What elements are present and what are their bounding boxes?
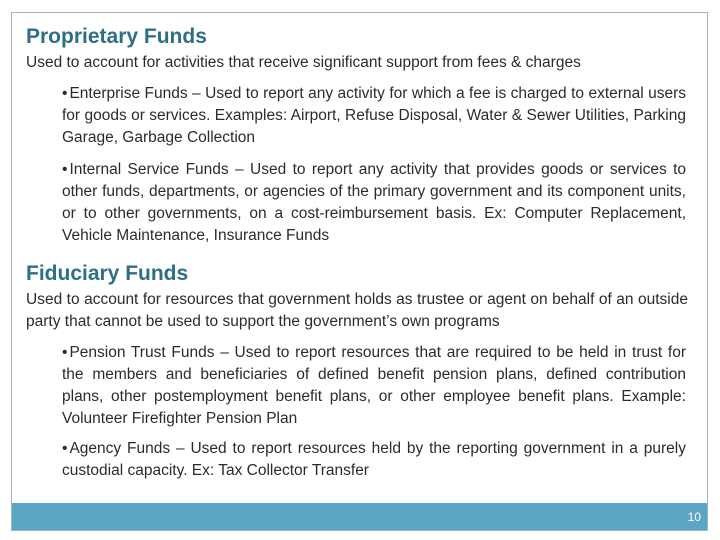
bullet-marker: • xyxy=(62,161,68,178)
footer-bar xyxy=(12,503,707,530)
fiduciary-funds-heading: Fiduciary Funds xyxy=(26,262,189,285)
proprietary-funds-heading: Proprietary Funds xyxy=(26,25,207,48)
internal-service-funds-bullet xyxy=(62,159,686,247)
pension-trust-funds-text: Pension Trust Funds – Used to report resources that are required to be held in trust for the members and beneficiaries of defined benefit pension plans, defined contribution plans, other postemployment benefit plans, or other employee benefit plans. Example: Volunteer Firefighter Pension Plan xyxy=(62,344,686,427)
agency-funds-bullet xyxy=(62,438,686,482)
internal-service-funds-text: Internal Service Funds – Used to report any activity that provides goods or services to other funds, departments, or agencies of the primary government and its component units, or to other governments, on a cost-reimbursement basis. Ex: Computer Replacement, Vehicle Maintenance, Insurance Funds xyxy=(62,161,686,244)
bullet-marker: • xyxy=(62,344,68,361)
agency-funds-text: Agency Funds – Used to report resources held by the reporting government in a purely custodial capacity. Ex: Tax Collector Transfer xyxy=(62,440,686,479)
enterprise-funds-bullet xyxy=(62,83,686,149)
fiduciary-funds-description: Used to account for resources that government holds as trustee or agent on behalf of an outside party that cannot be used to support the government’s own programs xyxy=(26,291,688,330)
bullet-marker: • xyxy=(62,85,68,102)
enterprise-funds-text: Enterprise Funds – Used to report any activity for which a fee is charged to external users for goods or services. Examples: Airport, Refuse Disposal, Water & Sewer Utilities, Parking Garage, Garbage Collection xyxy=(62,85,686,146)
slide xyxy=(11,12,708,531)
page-number: 10 xyxy=(687,510,701,524)
pension-trust-funds-bullet xyxy=(62,342,686,430)
proprietary-funds-description: Used to account for activities that receive significant support from fees & charges xyxy=(26,54,581,71)
bullet-marker: • xyxy=(62,440,68,457)
